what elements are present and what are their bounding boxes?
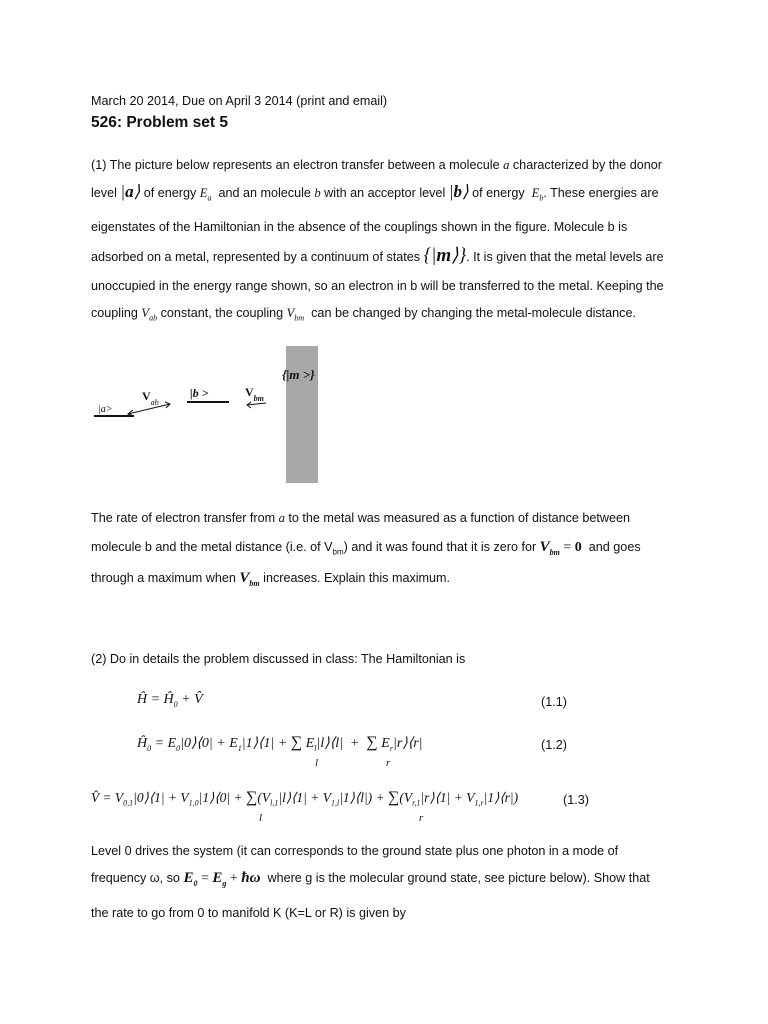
problem1-line5: unoccupied in the energy range shown, so an electron in b will be transferred to the metal. Keeping the: [91, 279, 664, 293]
equation-1-2: $Ĥ_0$ = $E_0|0⟩⟨0|$ + $E_1|1⟩⟨1|$ + ∑ $E_l|l⟩⟨l|$ + ∑ $E_r|r⟩⟨r|$: [137, 734, 423, 753]
donor-level-label: |a>: [98, 404, 113, 415]
equation-1-1-number: (1.1): [541, 695, 567, 709]
problem2-line1: Level 0 drives the system (it can corresponds to the ground state plus one photon in a mode of: [91, 844, 619, 858]
problem1-line3: eigenstates of the Hamiltonian in the absence of the couplings shown in the figure. Molecule b is: [91, 220, 628, 234]
vab-label: $V_{ab}$: [142, 389, 159, 407]
equation-1-1: Ĥ = $Ĥ_0$ + V̂: [137, 692, 203, 709]
vbm-label: $V_{bm}$: [245, 385, 264, 403]
problem-set-title: 526: Problem set 5: [91, 114, 228, 131]
sum-index-l-1-2: l: [315, 757, 319, 769]
date-line: March 20 2014, Due on April 3 2014 (print and email): [91, 94, 388, 108]
sum-index-r-1-2: r: [386, 757, 391, 769]
equation-1-3: V̂ = $V_{0,1}|0⟩⟨1|$ + $V_{1,0}|1⟩⟨0|$ + $\sum(V_{l,1}|l⟩⟨1|$ + $V_{1,l}|1⟩⟨l|$) + $\sum(V_{r,1}|r⟩⟨1|$ + $V_{1,r}|1⟩⟨r|$): [91, 789, 519, 808]
problem2-line2: frequency ω, so $E_0 = E_g$ + ħω where g is the molecular ground state, see picture below). Show that: [91, 870, 650, 888]
problem1-line1: (1) The picture below represents an electron transfer between a molecule a characterized by the donor: [91, 158, 663, 172]
acceptor-level-label: |b >: [190, 386, 209, 400]
equation-1-2-number: (1.2): [541, 738, 567, 752]
coupling-arrows: [90, 340, 350, 490]
rate-line2: molecule b and the metal distance (i.e. of $V_{bm}$) and it was found that it is zero for $V_{bm} = 0$ and goes: [91, 539, 641, 557]
metal-states-label: {|m >}: [282, 367, 315, 382]
vab-arrow: [128, 404, 170, 414]
problem1-line4: adsorbed on a metal, represented by a continuum of states {|m⟩}. It is given that the metal levels are: [91, 245, 664, 266]
problem1-line2: level |a⟩ of energy $E_a$ and an molecule b with an acceptor level |b⟩ of energy $E_b$. These energies are: [91, 182, 659, 203]
sum-index-l-1-3: l: [259, 812, 263, 824]
sum-index-r-1-3: r: [419, 812, 424, 824]
electron-transfer-figure: [90, 340, 350, 490]
problem1-line6: coupling $V_{ab}$ constant, the coupling $V_{bm}$ can be changed by changing the metal-molecule distance.: [91, 306, 636, 323]
equation-1-3-number: (1.3): [563, 793, 589, 807]
rate-line3: through a maximum when $V_{bm}$ increases. Explain this maximum.: [91, 570, 451, 588]
rate-line1: The rate of electron transfer from a to the metal was measured as a function of distance between: [91, 511, 631, 525]
problem2-intro: (2) Do in details the problem discussed in class: The Hamiltonian is: [91, 652, 466, 666]
problem2-line3: the rate to go from 0 to manifold K (K=L or R) is given by: [91, 906, 406, 920]
